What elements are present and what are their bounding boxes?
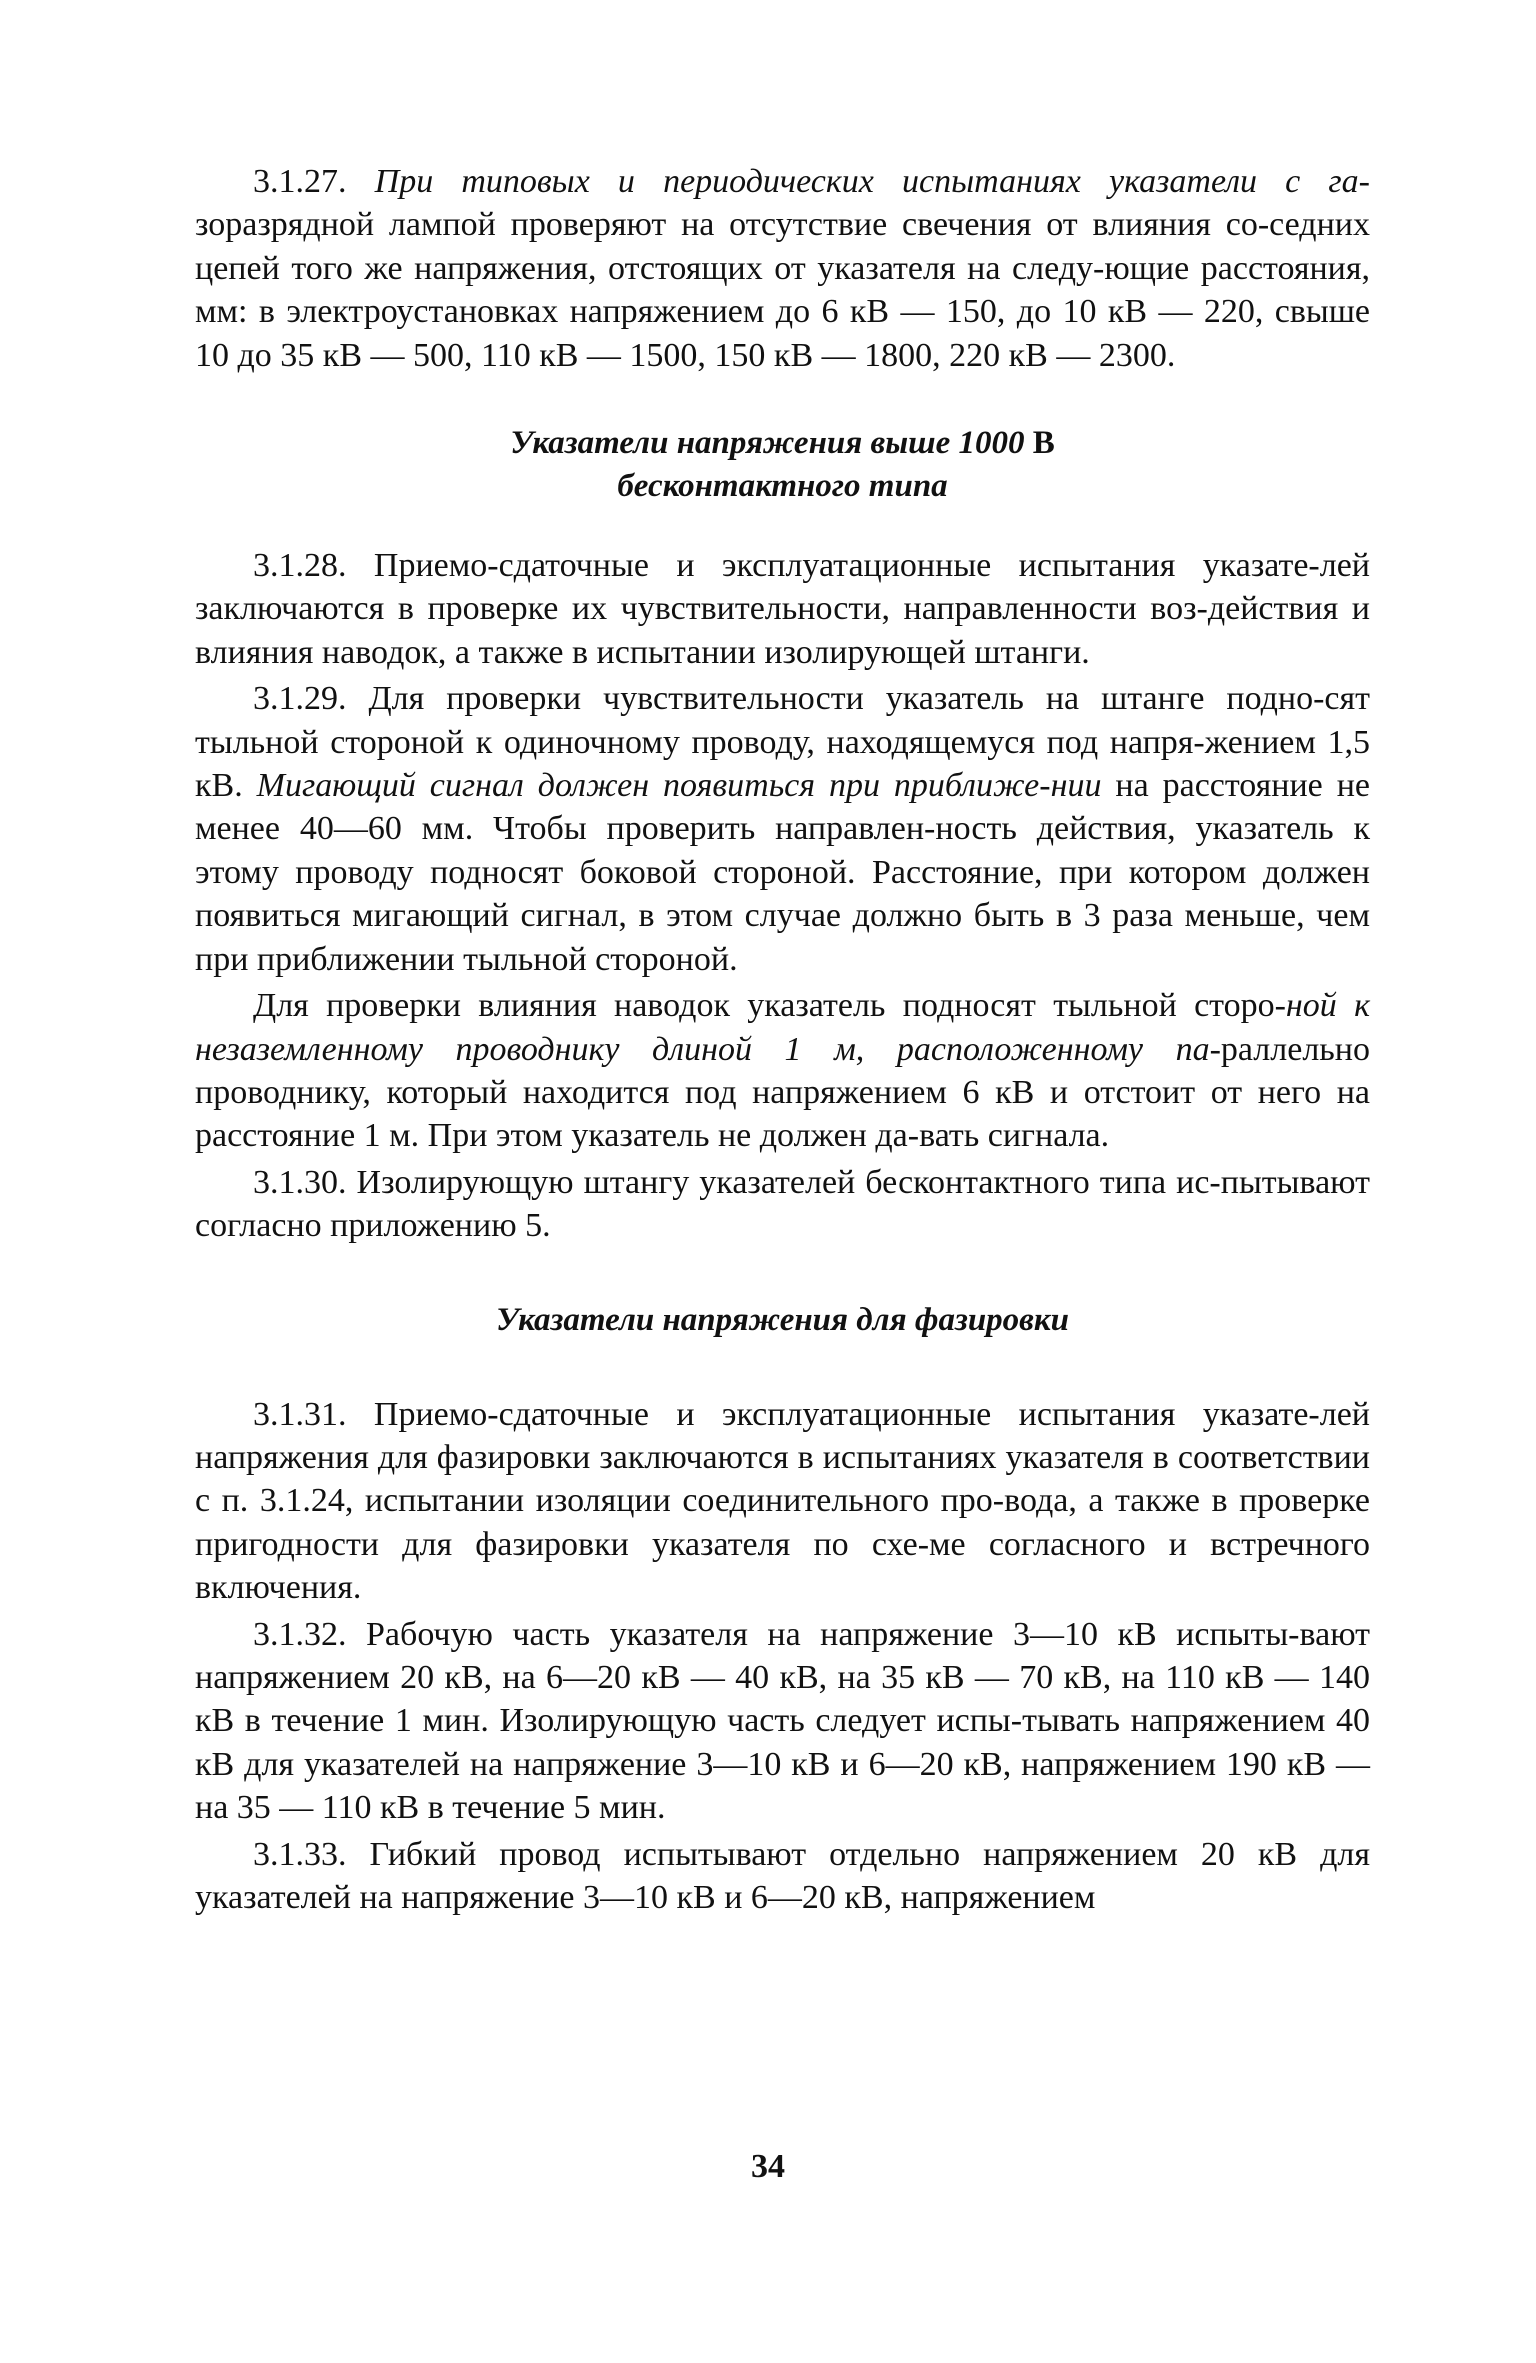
document-page — [195, 160, 1370, 1919]
clause-number: 3.1.32. — [253, 1615, 347, 1653]
clause-text-emphasis: ной к незаземленному проводнику длиной 1 м, расположенному па- — [195, 987, 1370, 1068]
paragraph-3-1-30 — [195, 1161, 1370, 1248]
paragraph-3-1-29 — [195, 677, 1370, 981]
clause-text-a: Для проверки чувствительности указатель на штанге подно-сят тыльной стороной к одиночному проводу, находящемуся под напря-жением 1,5 кВ. — [195, 680, 1371, 805]
clause-number: 3.1.28. — [253, 547, 347, 585]
section-heading-contactless-indicators — [195, 422, 1370, 508]
clause-text-b: раллельно проводнику, который находится под напряжением 6 кВ и отстоит от него на расстояние 1 м. При этом указатель не должен да-вать сигнала. — [195, 1030, 1370, 1155]
clause-text: Приемо-сдаточные и эксплуатационные испытания указате-лей напряжения для фазировки заключаются в испытаниях указателя в соответствии с п. 3.1.24, испытании изоляции соединительного про-вода, а также в проверке пригодности для фазировки указателя по схе-ме согласного и встречного включения. — [195, 1395, 1371, 1607]
clause-number: 3.1.30. — [253, 1163, 347, 1201]
section-heading-phasing-indicators: Указатели напряжения для фазировки — [495, 1301, 1070, 1338]
clause-number: 3.1.31. — [253, 1395, 347, 1433]
clause-text-a: Для проверки влияния наводок указатель подносят тыльной сторо- — [253, 987, 1286, 1025]
clause-text: Изолирующую штангу указателей бесконтактного типа ис-пытывают согласно приложению 5. — [195, 1163, 1370, 1245]
clause-text-b: на расстояние не менее 40—60 мм. Чтобы проверить направлен-ность действия, указатель к этому проводу подносят боковой стороной. Расстояние, при котором должен появиться мигающий сигнал, в этом случае должно быть в 3 раза меньше, чем при приближении тыльной стороной. — [195, 767, 1370, 978]
paragraph-3-1-27 — [195, 160, 1370, 377]
heading-line1-post: В — [1024, 425, 1055, 462]
paragraph-3-1-29-interference — [195, 984, 1370, 1158]
clause-text: Приемо-сдаточные и эксплуатационные испытания указате-лей заключаются в проверке их чувствительности, направленности воз-действия и влияния наводок, а также в испытании изолирующей штанги. — [195, 547, 1371, 671]
clause-text: Гибкий провод испытывают отдельно напряжением 20 кВ для указателей на напряжение 3—10 кВ и 6—20 кВ, напряжением — [195, 1835, 1371, 1916]
clause-number: 3.1.27. — [253, 163, 347, 200]
heading-line1-num: 1000 — [958, 425, 1025, 462]
clause-number: 3.1.33. — [253, 1835, 347, 1873]
clause-text: Рабочую часть указателя на напряжение 3—10 кВ испыты-вают напряжением 20 кВ, на 6—20 кВ — 40 кВ, на 35 кВ — 70 кВ, на 110 кВ — 140 кВ в течение 1 мин. Изолирующую часть следует испы-тывать напряжением 40 кВ для указателей на напряжение 3—10 кВ и 6—20 кВ, напряжением 190 кВ — на 35 — 110 кВ в течение 5 мин. — [195, 1615, 1371, 1827]
clause-text: зоразрядной лампой проверяют на отсутствие свечения от влияния со-седних цепей того же напряжения, отстоящих от указателя на следу-ющие расстояния, мм: в электроустановках напряжением до 6 кВ — 150, до 10 кВ — 220, свыше 10 до 35 кВ — 500, 110 кВ — 1500, 150 кВ — 1800, 220 кВ — 2300. — [195, 206, 1370, 374]
clause-text-emphasis: Мигающий сигнал должен появиться при приближе-нии — [256, 767, 1102, 805]
page-number: 34 — [751, 2148, 785, 2185]
heading-line2: бесконтактного типа — [617, 468, 948, 505]
paragraph-3-1-33 — [195, 1833, 1370, 1920]
heading-line1-pre: Указатели напряжения выше — [510, 425, 959, 462]
paragraph-3-1-28 — [195, 544, 1370, 674]
paragraph-3-1-31 — [195, 1393, 1370, 1610]
clause-lead-text: При типовых и периодических испытаниях указатели с га- — [374, 163, 1371, 200]
paragraph-3-1-32 — [195, 1613, 1370, 1830]
clause-number: 3.1.29. — [253, 680, 347, 718]
